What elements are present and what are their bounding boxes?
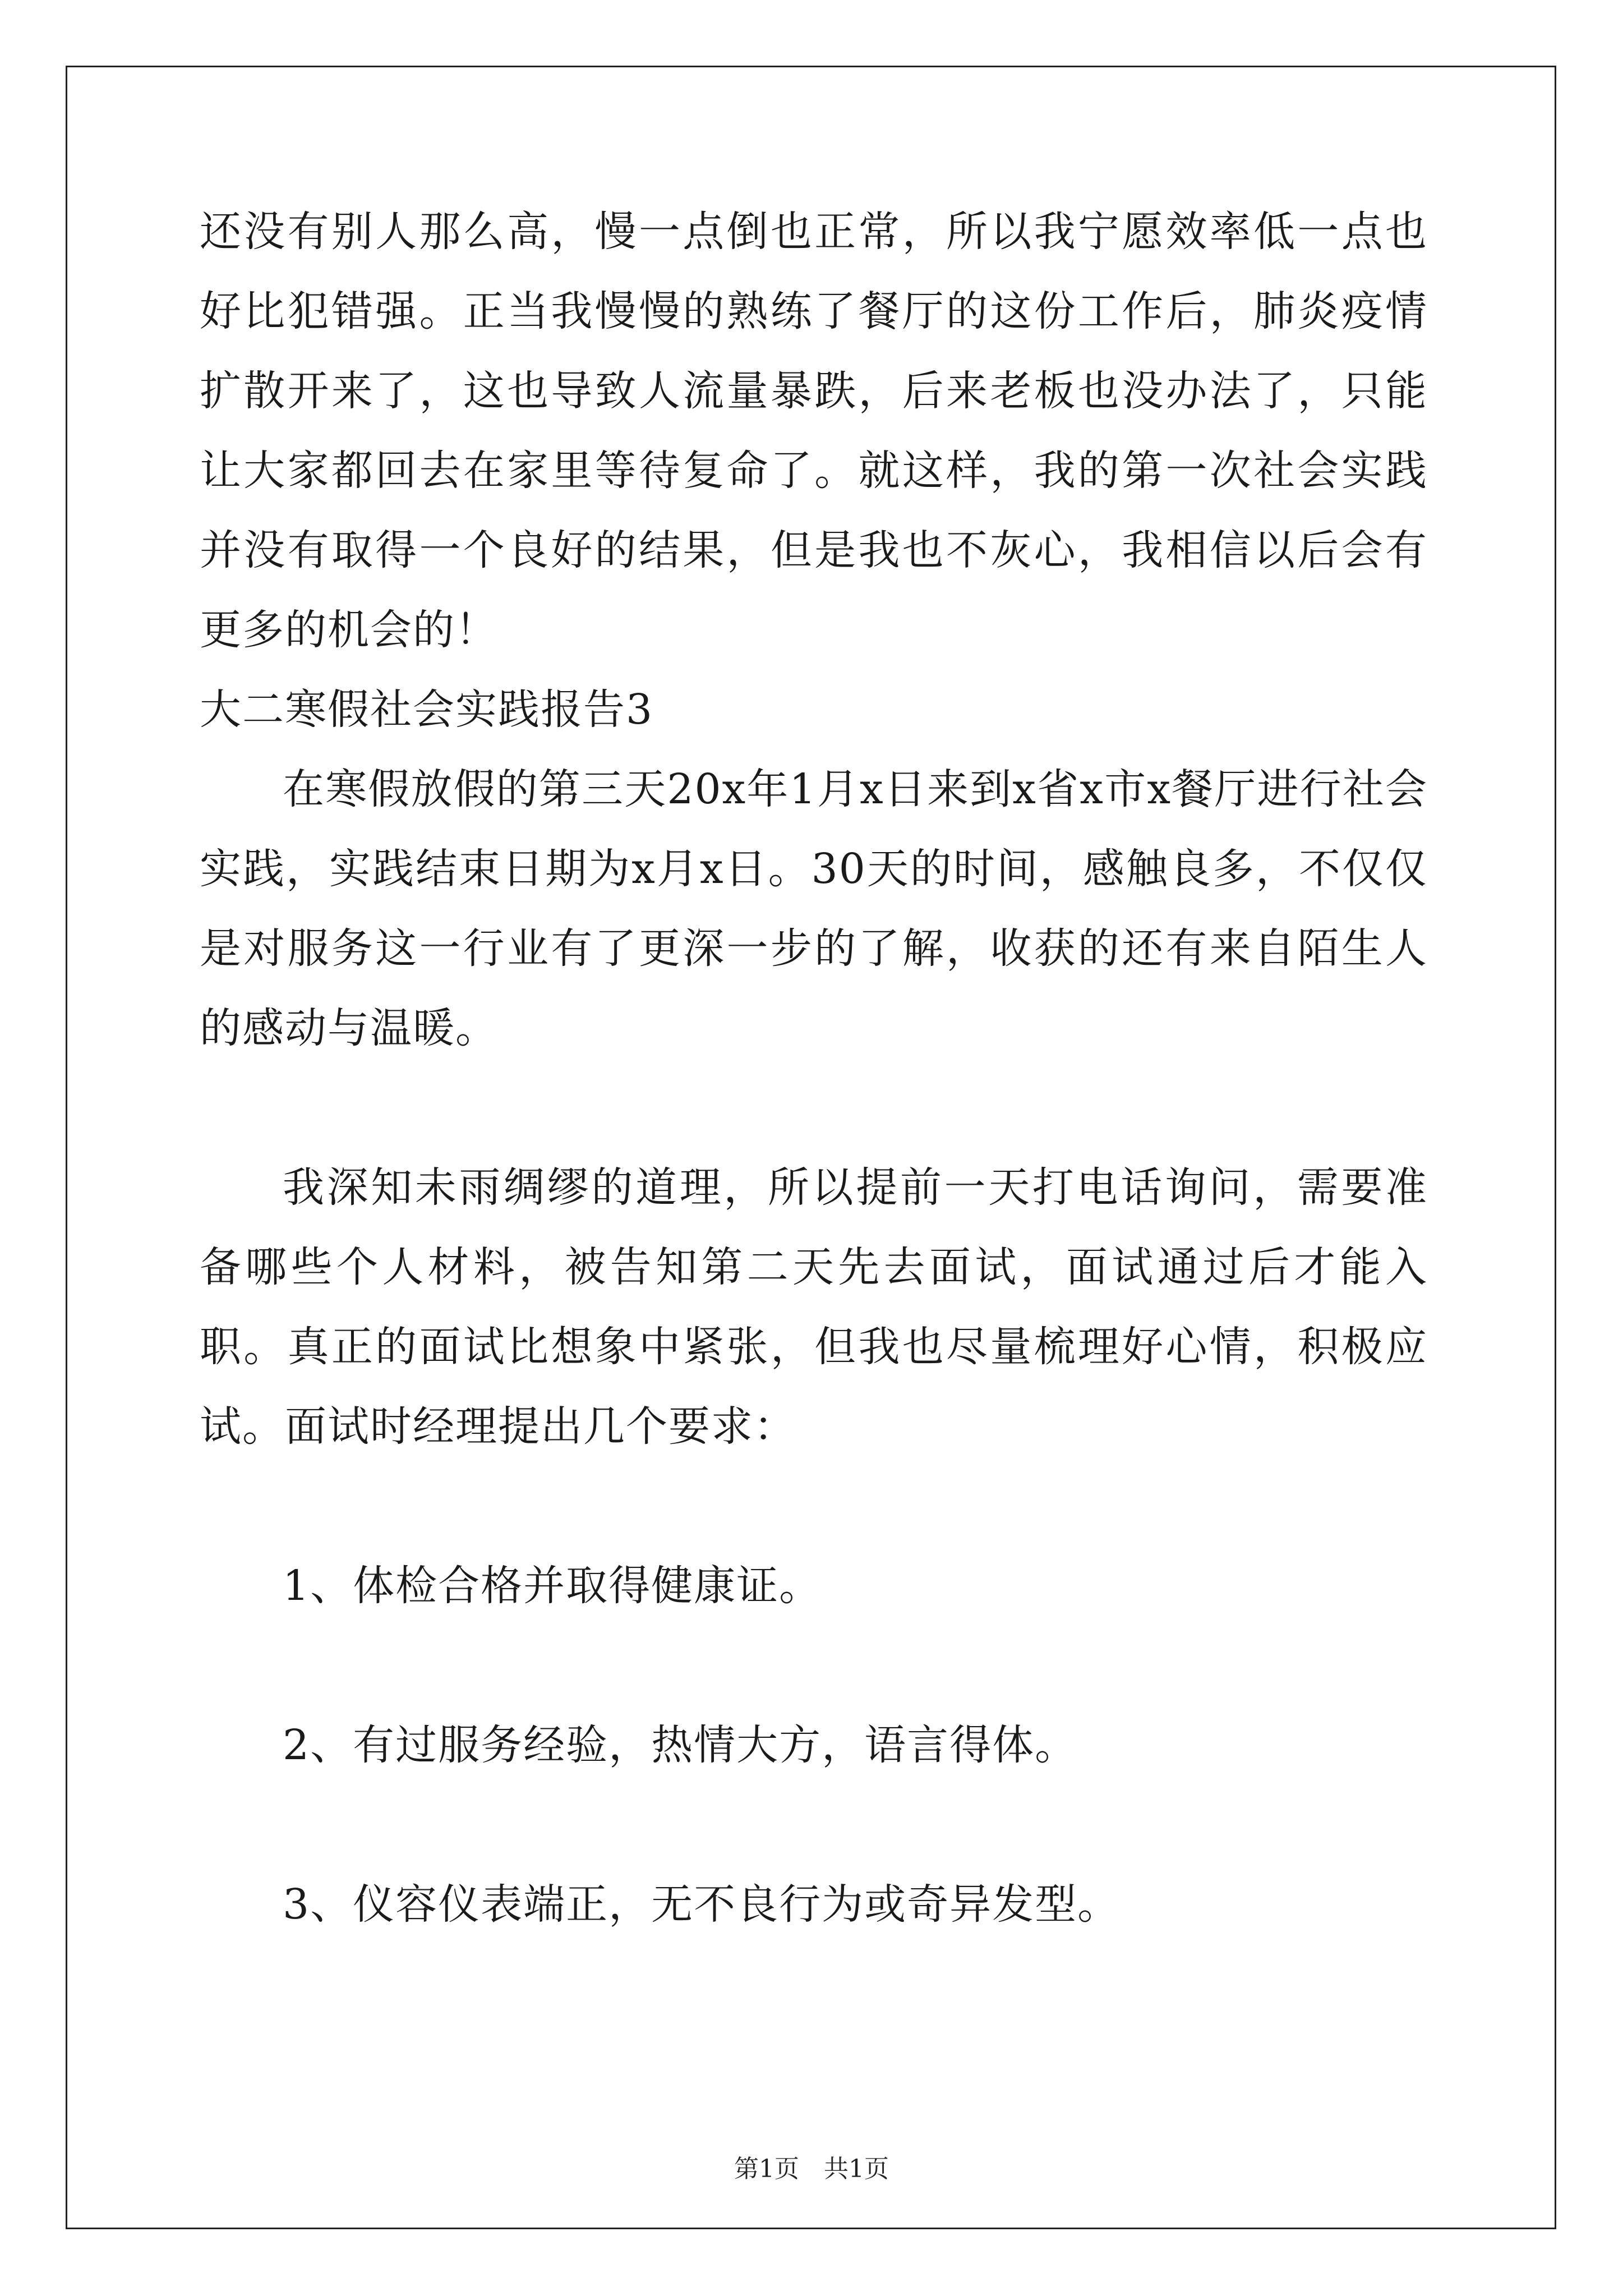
requirement-item-3: 3、仪容仪表端正，无不良行为或奇异发型。 [283, 1880, 1121, 1929]
paragraph-2: 我深知未雨绸缪的道理，所以提前一天打电话询问，需要准备哪些个人材料，被告知第二天先去面试，面试通过后才能入职。真正的面试比想象中紧张，但我也尽量梳理好心情，积极应试。面试时经理提出几个要求： [200, 1163, 1428, 1451]
paragraph-1: 在寒假放假的第三天20x年1月x日来到x省x市x餐厅进行社会实践，实践结束日期为x月x日。30天的时间，感触良多，不仅仅是对服务这一行业有了更深一步的了解，收获的还有来自陌生人的感动与温暖。 [200, 765, 1428, 1052]
section-heading: 大二寒假社会实践报告3 [200, 685, 654, 734]
page-footer: 第1页 共1页 [734, 2155, 889, 2183]
document-body [200, 192, 1428, 1944]
continuation-paragraph: 还没有别人那么高，慢一点倒也正常，所以我宁愿效率低一点也好比犯错强。正当我慢慢的熟练了餐厅的这份工作后，肺炎疫情扩散开来了，这也导致人流量暴跌，后来老板也没办法了，只能让大家都回去在家里等待复命了。就这样，我的第一次社会实践并没有取得一个良好的结果，但是我也不灰心，我相信以后会有更多的机会的！ [200, 208, 1428, 654]
requirement-item-2: 2、有过服务经验，热情大方，语言得体。 [283, 1721, 1078, 1769]
requirement-item-1: 1、体检合格并取得健康证。 [283, 1562, 822, 1610]
